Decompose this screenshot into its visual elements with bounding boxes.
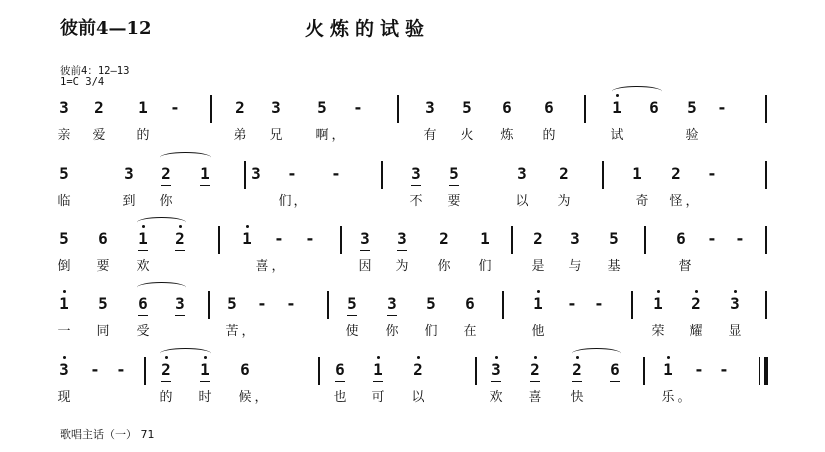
lyric-syllable: 使 — [345, 324, 359, 339]
lyric-syllable: 现 — [57, 390, 71, 405]
note: 6 — [676, 229, 686, 248]
note: 5 — [59, 164, 69, 183]
lyric-syllable: 受 — [136, 324, 150, 339]
sustain-dash: - — [90, 360, 100, 379]
note: 5 — [687, 98, 697, 117]
sustain-dash: - — [707, 229, 717, 248]
lyric-syllable: 因 — [358, 259, 372, 274]
note: 2 — [671, 164, 681, 183]
note: 5 — [98, 294, 108, 313]
lyric-syllable: 临 — [57, 194, 71, 209]
slur — [160, 348, 211, 359]
note: 5 — [446, 164, 462, 184]
bar-line — [631, 291, 633, 319]
note: 3 — [727, 294, 743, 314]
bar-line — [397, 95, 399, 123]
sustain-dash: - — [353, 98, 363, 117]
lyric-syllable: 喜 — [528, 390, 542, 405]
hymn-title: 火炼的试验 — [305, 18, 431, 40]
sustain-dash: - — [735, 229, 745, 248]
octave-dot — [534, 356, 537, 359]
octave-dot — [495, 356, 498, 359]
lyric-syllable: 荣 — [651, 324, 665, 339]
lyric-syllable: 奇 — [635, 194, 649, 209]
note: 2 — [235, 98, 245, 117]
sustain-dash: - — [116, 360, 126, 379]
sustain-dash: - — [707, 164, 717, 183]
note: 5 — [59, 229, 69, 248]
page-footer: 歌唱主话（一） 71 — [60, 428, 155, 441]
final-bar-thick — [764, 357, 768, 385]
lyric-syllable: 耀 — [689, 324, 703, 339]
note: 2 — [172, 229, 188, 249]
lyric-syllable: 爱 — [92, 128, 106, 143]
lyric-syllable: 们 — [278, 194, 292, 209]
note-row — [0, 360, 825, 382]
bar-line — [340, 226, 342, 254]
lyric-syllable: 的 — [159, 390, 173, 405]
lyric-syllable: 以 — [515, 194, 529, 209]
note: 6 — [502, 98, 512, 117]
note: 5 — [462, 98, 472, 117]
note-row — [0, 229, 825, 251]
sustain-dash: - — [274, 229, 284, 248]
note: 1 — [239, 229, 255, 249]
note: 2 — [158, 360, 174, 380]
lyric-syllable: 怪 — [669, 194, 683, 209]
lyric-syllable: 同 — [96, 324, 110, 339]
lyric-syllable: 你 — [385, 324, 399, 339]
note: 5 — [426, 294, 436, 313]
note: 2 — [94, 98, 104, 117]
lyric-syllable: 的 — [136, 128, 150, 143]
lyric-syllable: 啊 — [315, 128, 329, 143]
note: 1 — [370, 360, 386, 380]
sustain-dash: - — [567, 294, 577, 313]
note: 1 — [650, 294, 666, 314]
lyric-syllable: 试 — [610, 128, 624, 143]
lyric-syllable: 他 — [531, 324, 545, 339]
bar-line — [327, 291, 329, 319]
octave-dot — [246, 225, 249, 228]
note: 5 — [317, 98, 327, 117]
note: 3 — [570, 229, 580, 248]
lyric-syllable: ， — [271, 259, 285, 274]
note: 5 — [227, 294, 237, 313]
note: 6 — [544, 98, 554, 117]
note: 1 — [530, 294, 546, 314]
octave-dot — [377, 356, 380, 359]
note: 3 — [124, 164, 134, 183]
note: 3 — [59, 98, 69, 117]
lyric-syllable: 你 — [437, 259, 451, 274]
note-row — [0, 294, 825, 316]
lyric-syllable: 要 — [96, 259, 110, 274]
note: 3 — [357, 229, 373, 249]
sustain-dash: - — [594, 294, 604, 313]
note: 3 — [517, 164, 527, 183]
lyric-syllable: 欢 — [136, 259, 150, 274]
lyric-syllable: ， — [254, 390, 268, 405]
note: 3 — [394, 229, 410, 249]
note: 2 — [158, 164, 174, 184]
bar-line — [208, 291, 210, 319]
note-row — [0, 98, 825, 120]
note: 2 — [410, 360, 426, 380]
sustain-dash: - — [717, 98, 727, 117]
bar-line — [210, 95, 212, 123]
bar-line — [144, 357, 146, 385]
lyric-syllable: 为 — [557, 194, 571, 209]
lyric-syllable: 。 — [677, 390, 691, 405]
sustain-dash: - — [287, 164, 297, 183]
note: 3 — [425, 98, 435, 117]
lyric-row — [0, 324, 825, 346]
lyric-syllable: 验 — [685, 128, 699, 143]
lyric-syllable: 兄 — [269, 128, 283, 143]
lyric-row — [0, 390, 825, 412]
sustain-dash: - — [286, 294, 296, 313]
lyric-syllable: 快 — [570, 390, 584, 405]
lyric-syllable: 显 — [728, 324, 742, 339]
note: 1 — [660, 360, 676, 380]
lyric-syllable: 候 — [238, 390, 252, 405]
lyric-syllable: 有 — [423, 128, 437, 143]
note: 2 — [439, 229, 449, 248]
lyric-syllable: 火 — [460, 128, 474, 143]
note: 6 — [465, 294, 475, 313]
slur — [137, 282, 186, 293]
lyric-syllable: 乐 — [661, 390, 675, 405]
lyric-row — [0, 128, 825, 150]
note: 3 — [488, 360, 504, 380]
sustain-dash: - — [694, 360, 704, 379]
bar-line — [502, 291, 504, 319]
octave-dot — [63, 356, 66, 359]
note: 5 — [344, 294, 360, 314]
bar-line — [765, 95, 767, 123]
note: 6 — [607, 360, 623, 380]
bar-line — [765, 291, 767, 319]
lyric-syllable: 你 — [159, 194, 173, 209]
lyric-syllable: 在 — [463, 324, 477, 339]
sustain-dash: - — [719, 360, 729, 379]
lyric-syllable: 炼 — [500, 128, 514, 143]
note: 3 — [271, 98, 281, 117]
octave-dot — [537, 290, 540, 293]
slur — [572, 348, 621, 359]
lyric-syllable: 们 — [478, 259, 492, 274]
bar-line — [643, 357, 645, 385]
lyric-syllable: 要 — [447, 194, 461, 209]
note: 1 — [480, 229, 490, 248]
bar-line — [644, 226, 646, 254]
lyric-syllable: 可 — [371, 390, 385, 405]
note: 3 — [56, 360, 72, 380]
note: 5 — [609, 229, 619, 248]
lyric-row — [0, 194, 825, 216]
note: 1 — [56, 294, 72, 314]
note: 1 — [609, 98, 625, 118]
note: 2 — [569, 360, 585, 380]
note: 3 — [384, 294, 400, 314]
sustain-dash: - — [257, 294, 267, 313]
lyric-syllable: 是 — [531, 259, 545, 274]
note: 3 — [172, 294, 188, 314]
bar-line — [511, 226, 513, 254]
lyric-syllable: 为 — [395, 259, 409, 274]
lyric-syllable: 一 — [57, 324, 71, 339]
key-signature: 1=C 3/4 — [60, 76, 105, 88]
octave-dot — [657, 290, 660, 293]
lyric-syllable: 到 — [122, 194, 136, 209]
octave-dot — [667, 356, 670, 359]
bar-line — [765, 226, 767, 254]
note: 6 — [135, 294, 151, 314]
slur — [137, 217, 186, 228]
note: 1 — [138, 98, 148, 117]
octave-dot — [63, 290, 66, 293]
lyric-syllable: 也 — [333, 390, 347, 405]
note: 2 — [533, 229, 543, 248]
lyric-syllable: 与 — [568, 259, 582, 274]
note: 1 — [197, 164, 213, 184]
lyric-syllable: 喜 — [255, 259, 269, 274]
note: 6 — [649, 98, 659, 117]
sustain-dash: - — [170, 98, 180, 117]
note: 3 — [408, 164, 424, 184]
lyric-syllable: 不 — [409, 194, 423, 209]
note: 3 — [251, 164, 261, 183]
bar-line — [602, 161, 604, 189]
final-bar-thin — [759, 357, 760, 385]
bar-line — [318, 357, 320, 385]
lyric-syllable: 弟 — [233, 128, 247, 143]
lyric-row — [0, 259, 825, 281]
scripture-reference: 彼前4：12—13 — [60, 65, 130, 77]
note: 2 — [559, 164, 569, 183]
octave-dot — [417, 356, 420, 359]
lyric-syllable: 基 — [607, 259, 621, 274]
slur — [160, 152, 211, 163]
bar-line — [381, 161, 383, 189]
hymn-reference: 彼前4—12 — [60, 18, 152, 39]
note: 6 — [98, 229, 108, 248]
bar-line — [244, 161, 246, 189]
octave-dot — [734, 290, 737, 293]
bar-line — [584, 95, 586, 123]
bar-line — [218, 226, 220, 254]
lyric-syllable: 亲 — [57, 128, 71, 143]
slur — [612, 86, 662, 97]
lyric-syllable: 以 — [411, 390, 425, 405]
octave-dot — [695, 290, 698, 293]
bar-line — [475, 357, 477, 385]
sustain-dash: - — [331, 164, 341, 183]
note: 1 — [197, 360, 213, 380]
note: 6 — [240, 360, 250, 379]
sustain-dash: - — [305, 229, 315, 248]
lyric-syllable: ， — [241, 324, 255, 339]
lyric-syllable: 倒 — [57, 259, 71, 274]
lyric-syllable: 苦 — [225, 324, 239, 339]
lyric-syllable: 欢 — [489, 390, 503, 405]
note: 6 — [332, 360, 348, 380]
lyric-syllable: 们 — [424, 324, 438, 339]
note: 2 — [688, 294, 704, 314]
bar-line — [765, 161, 767, 189]
note: 2 — [527, 360, 543, 380]
lyric-syllable: ， — [293, 194, 307, 209]
lyric-syllable: 督 — [678, 259, 692, 274]
lyric-syllable: 的 — [542, 128, 556, 143]
lyric-syllable: ， — [331, 128, 345, 143]
lyric-syllable: ， — [685, 194, 699, 209]
lyric-syllable: 时 — [198, 390, 212, 405]
note: 1 — [135, 229, 151, 249]
note: 1 — [632, 164, 642, 183]
note-row — [0, 164, 825, 186]
